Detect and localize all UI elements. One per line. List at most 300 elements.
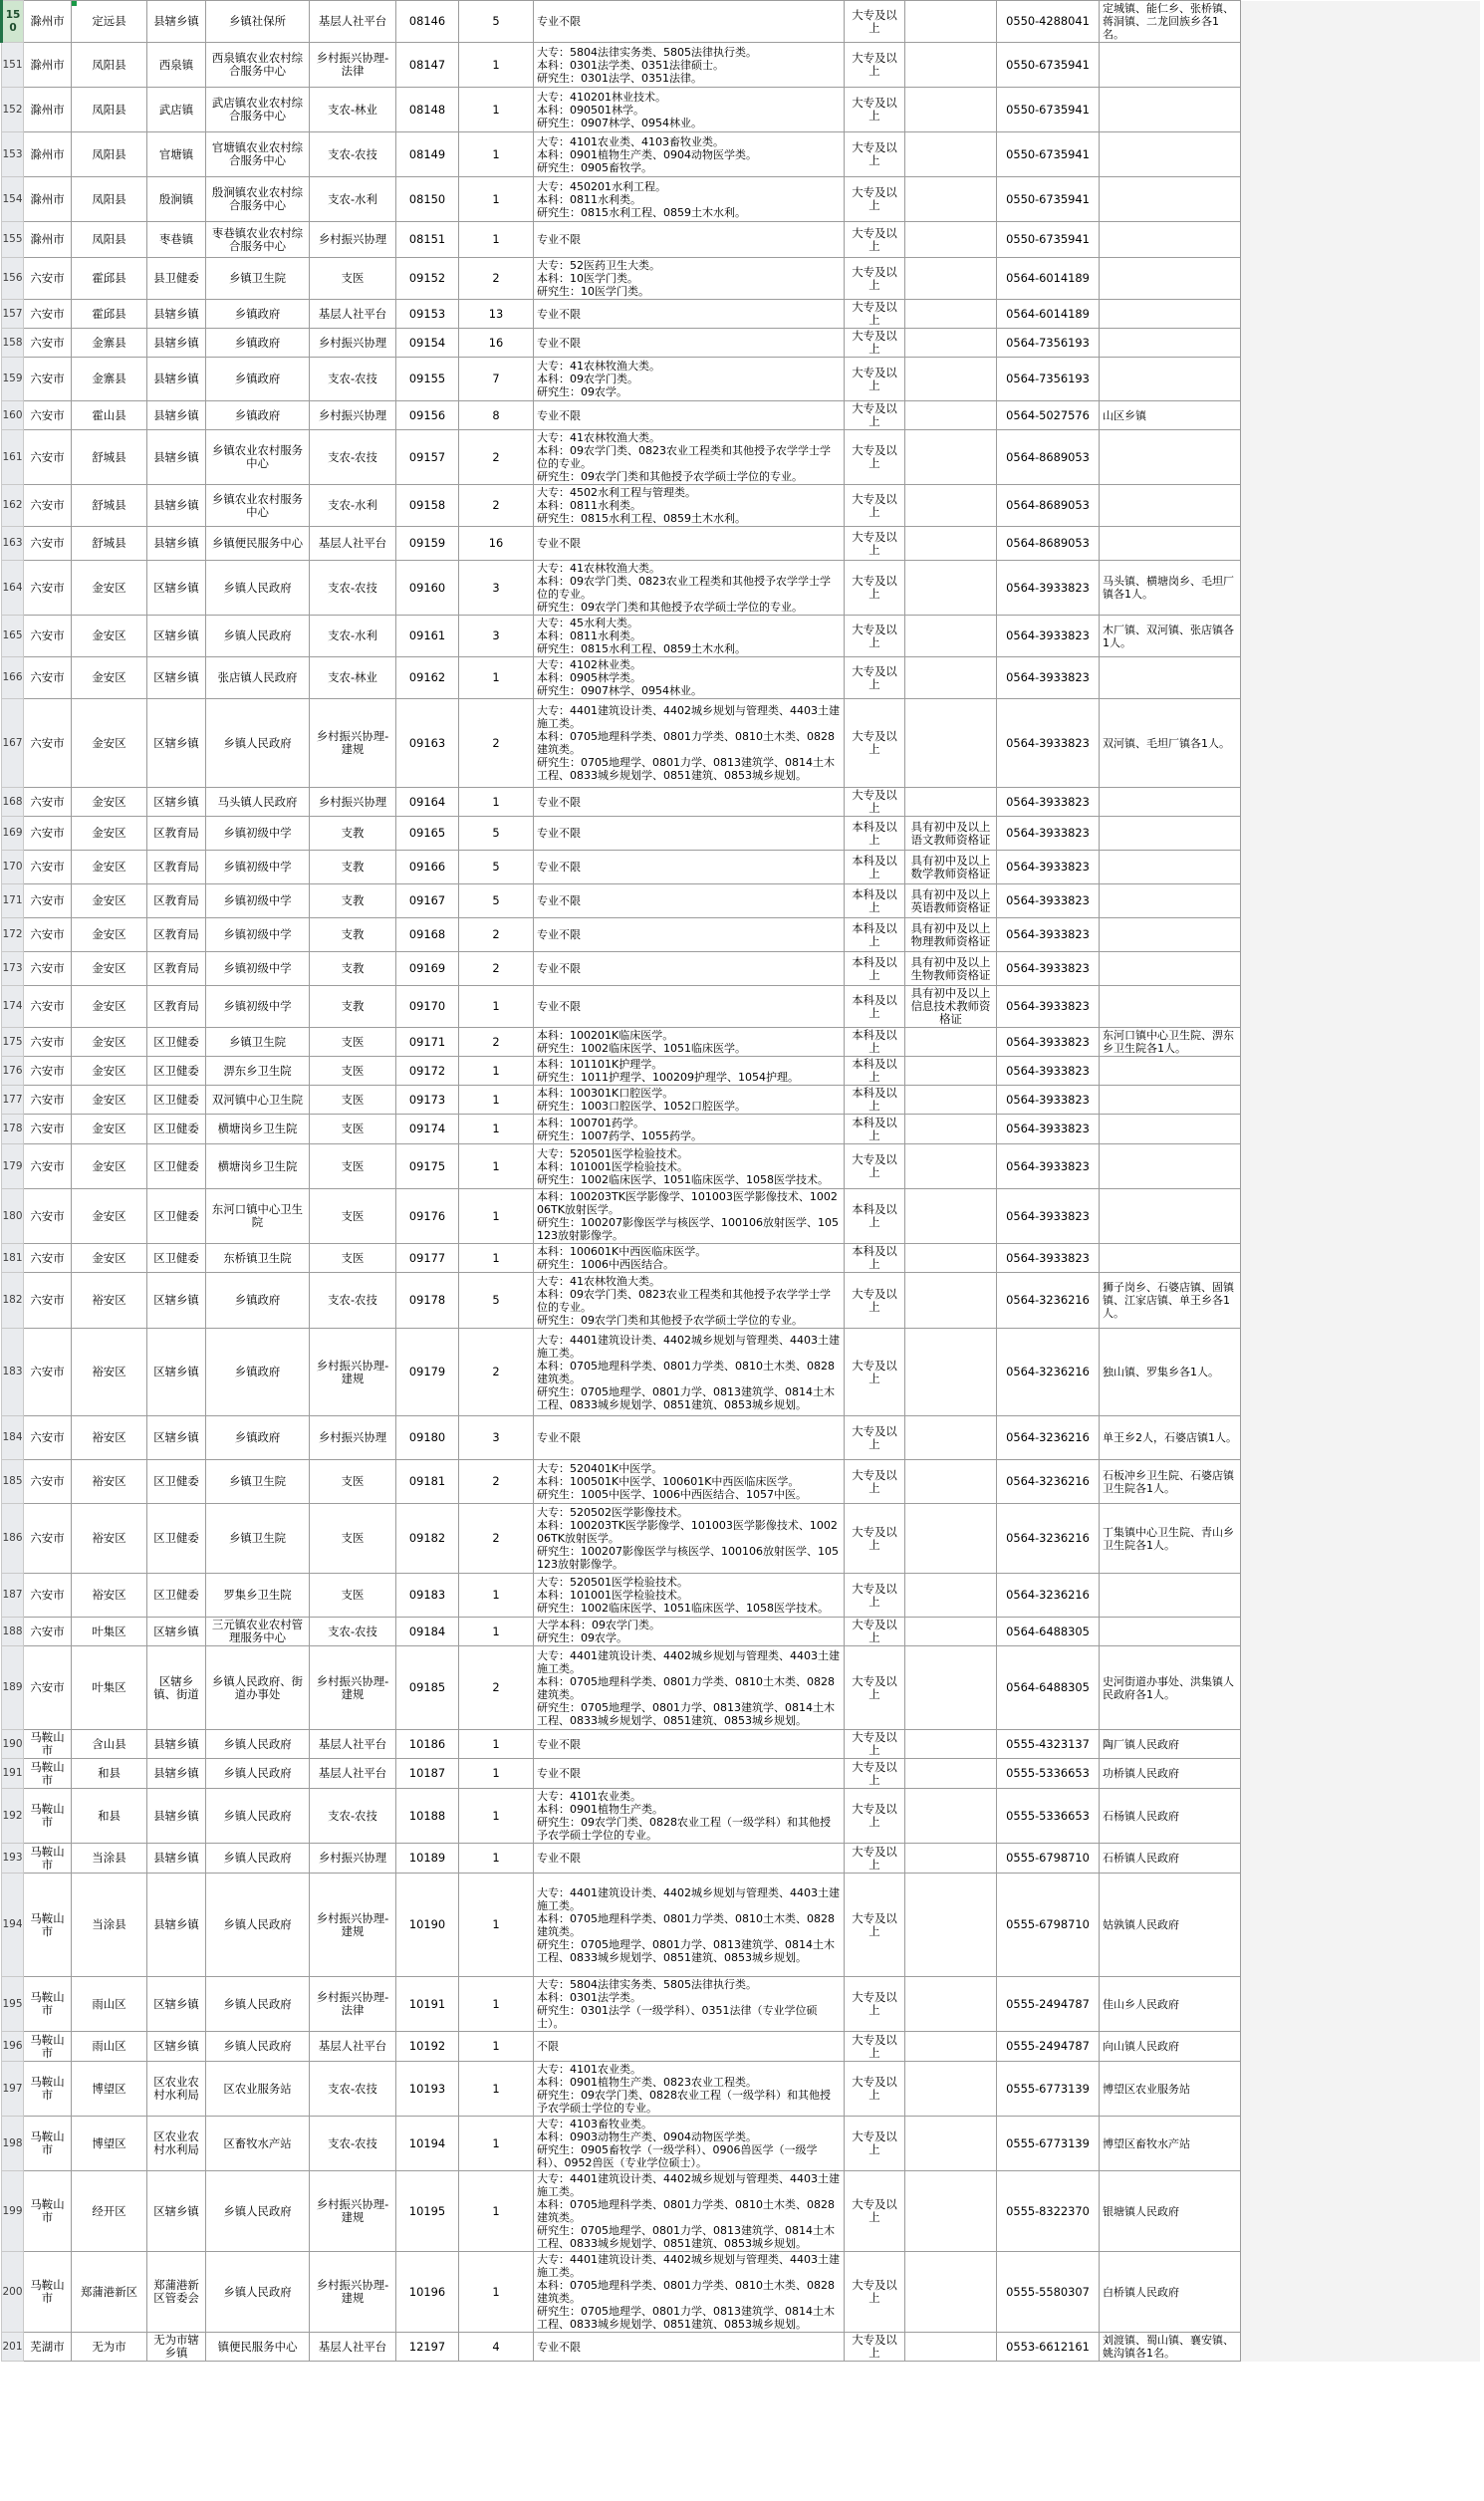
row-number[interactable]: 188 <box>2 1618 24 1646</box>
district-cell[interactable]: 金安区 <box>72 1189 147 1244</box>
unit-cell[interactable]: 乡镇卫生院 <box>206 258 310 300</box>
code-cell[interactable]: 09177 <box>396 1244 459 1273</box>
count-cell[interactable]: 1 <box>459 657 534 699</box>
count-cell[interactable]: 16 <box>459 527 534 561</box>
code-cell[interactable]: 08150 <box>396 177 459 222</box>
phone-cell[interactable]: 0550-6735941 <box>997 177 1100 222</box>
city-cell[interactable]: 六安市 <box>24 300 72 329</box>
city-cell[interactable]: 马鞍山市 <box>24 1759 72 1789</box>
count-cell[interactable]: 3 <box>459 1416 534 1460</box>
position-cell[interactable]: 支农-农技 <box>310 2062 396 2117</box>
phone-cell[interactable]: 0550-6735941 <box>997 88 1100 132</box>
dept-cell[interactable]: 县辖乡镇 <box>147 1759 206 1789</box>
unit-cell[interactable]: 乡镇政府 <box>206 1416 310 1460</box>
requirement-cell[interactable] <box>905 2117 997 2171</box>
city-cell[interactable]: 六安市 <box>24 817 72 851</box>
code-cell[interactable]: 10186 <box>396 1730 459 1759</box>
note-cell[interactable] <box>1100 1115 1241 1144</box>
requirement-cell[interactable] <box>905 2062 997 2117</box>
count-cell[interactable]: 2 <box>459 485 534 527</box>
city-cell[interactable]: 六安市 <box>24 1329 72 1416</box>
major-cell[interactable]: 大专：4401建筑设计类、4402城乡规划与管理类、4403土建施工类。 本科：0705地理科学类、0801力学类、0810土木类、0828建筑类。 研究生：0705地理学、0801力学、0813建筑学、0814土木工程、0833城乡规划学、0851建筑、0853城乡规划。 <box>534 1329 845 1416</box>
count-cell[interactable]: 1 <box>459 1844 534 1874</box>
education-cell[interactable]: 大专及以上 <box>845 2062 905 2117</box>
district-cell[interactable]: 裕安区 <box>72 1574 147 1618</box>
dept-cell[interactable]: 郑蒲港新区管委会 <box>147 2252 206 2333</box>
dept-cell[interactable]: 区农业农村水利局 <box>147 2062 206 2117</box>
position-cell[interactable]: 支农-水利 <box>310 485 396 527</box>
dept-cell[interactable]: 区教育局 <box>147 952 206 986</box>
count-cell[interactable]: 1 <box>459 986 534 1028</box>
unit-cell[interactable]: 乡镇人民政府 <box>206 2252 310 2333</box>
major-cell[interactable]: 大专：520401K中医学。 本科：100501K中医学、100601K中西医临床医学。 研究生：1005中医学、1006中西医结合、1057中医。 <box>534 1460 845 1504</box>
position-cell[interactable]: 支教 <box>310 884 396 918</box>
note-cell[interactable]: 佳山乡人民政府 <box>1100 1977 1241 2032</box>
note-cell[interactable]: 马头镇、横塘岗乡、毛坦厂镇各1人。 <box>1100 561 1241 616</box>
major-cell[interactable]: 专业不限 <box>534 1759 845 1789</box>
phone-cell[interactable]: 0564-3933823 <box>997 817 1100 851</box>
district-cell[interactable]: 和县 <box>72 1759 147 1789</box>
dept-cell[interactable]: 区辖乡镇、街道 <box>147 1646 206 1730</box>
education-cell[interactable]: 大专及以上 <box>845 430 905 485</box>
count-cell[interactable]: 1 <box>459 177 534 222</box>
phone-cell[interactable]: 0564-7356193 <box>997 329 1100 358</box>
district-cell[interactable]: 裕安区 <box>72 1460 147 1504</box>
code-cell[interactable]: 09174 <box>396 1115 459 1144</box>
count-cell[interactable]: 5 <box>459 1 534 43</box>
district-cell[interactable]: 博望区 <box>72 2117 147 2171</box>
city-cell[interactable]: 芜湖市 <box>24 2333 72 2362</box>
position-cell[interactable]: 支医 <box>310 1504 396 1574</box>
note-cell[interactable] <box>1100 851 1241 884</box>
city-cell[interactable]: 六安市 <box>24 258 72 300</box>
dept-cell[interactable]: 县辖乡镇 <box>147 1874 206 1977</box>
major-cell[interactable]: 专业不限 <box>534 817 845 851</box>
district-cell[interactable]: 金安区 <box>72 1115 147 1144</box>
row-number[interactable]: 176 <box>2 1057 24 1086</box>
requirement-cell[interactable] <box>905 2032 997 2062</box>
count-cell[interactable]: 13 <box>459 300 534 329</box>
major-cell[interactable]: 本科：101101K护理学。 研究生：1011护理学、100209护理学、1054护理。 <box>534 1057 845 1086</box>
dept-cell[interactable]: 县辖乡镇 <box>147 300 206 329</box>
position-cell[interactable]: 乡村振兴协理-建规 <box>310 1646 396 1730</box>
note-cell[interactable] <box>1100 88 1241 132</box>
code-cell[interactable]: 10196 <box>396 2252 459 2333</box>
major-cell[interactable]: 专业不限 <box>534 2333 845 2362</box>
count-cell[interactable]: 2 <box>459 699 534 788</box>
count-cell[interactable]: 4 <box>459 2333 534 2362</box>
city-cell[interactable]: 六安市 <box>24 1115 72 1144</box>
code-cell[interactable]: 10189 <box>396 1844 459 1874</box>
unit-cell[interactable]: 乡镇人民政府 <box>206 1730 310 1759</box>
dept-cell[interactable]: 区教育局 <box>147 817 206 851</box>
position-cell[interactable]: 乡村振兴协理 <box>310 329 396 358</box>
city-cell[interactable]: 六安市 <box>24 485 72 527</box>
count-cell[interactable]: 2 <box>459 258 534 300</box>
count-cell[interactable]: 8 <box>459 401 534 430</box>
education-cell[interactable]: 大专及以上 <box>845 1874 905 1977</box>
dept-cell[interactable]: 县卫健委 <box>147 258 206 300</box>
position-cell[interactable]: 乡村振兴协理 <box>310 1416 396 1460</box>
position-cell[interactable]: 支医 <box>310 258 396 300</box>
education-cell[interactable]: 大专及以上 <box>845 1460 905 1504</box>
row-number[interactable]: 159 <box>2 358 24 401</box>
education-cell[interactable]: 大专及以上 <box>845 2252 905 2333</box>
note-cell[interactable] <box>1100 918 1241 952</box>
row-number[interactable]: 196 <box>2 2032 24 2062</box>
unit-cell[interactable]: 乡镇政府 <box>206 329 310 358</box>
city-cell[interactable]: 六安市 <box>24 1144 72 1189</box>
phone-cell[interactable]: 0555-6773139 <box>997 2117 1100 2171</box>
phone-cell[interactable]: 0553-6612161 <box>997 2333 1100 2362</box>
count-cell[interactable]: 2 <box>459 918 534 952</box>
requirement-cell[interactable] <box>905 657 997 699</box>
row-number[interactable]: 180 <box>2 1189 24 1244</box>
city-cell[interactable]: 六安市 <box>24 952 72 986</box>
row-number[interactable]: 201 <box>2 2333 24 2362</box>
phone-cell[interactable]: 0555-6773139 <box>997 2062 1100 2117</box>
education-cell[interactable]: 大专及以上 <box>845 401 905 430</box>
requirement-cell[interactable] <box>905 1273 997 1329</box>
education-cell[interactable]: 大专及以上 <box>845 1416 905 1460</box>
city-cell[interactable]: 六安市 <box>24 1460 72 1504</box>
note-cell[interactable] <box>1100 952 1241 986</box>
position-cell[interactable]: 支教 <box>310 986 396 1028</box>
row-number[interactable]: 153 <box>2 132 24 177</box>
row-number[interactable]: 162 <box>2 485 24 527</box>
note-cell[interactable] <box>1100 300 1241 329</box>
row-number[interactable]: 158 <box>2 329 24 358</box>
dept-cell[interactable]: 区辖乡镇 <box>147 657 206 699</box>
district-cell[interactable]: 郑蒲港新区 <box>72 2252 147 2333</box>
position-cell[interactable]: 支农-农技 <box>310 1273 396 1329</box>
city-cell[interactable]: 六安市 <box>24 986 72 1028</box>
phone-cell[interactable]: 0564-3933823 <box>997 1057 1100 1086</box>
city-cell[interactable]: 六安市 <box>24 657 72 699</box>
education-cell[interactable]: 本科及以上 <box>845 1028 905 1057</box>
phone-cell[interactable]: 0564-3933823 <box>997 1144 1100 1189</box>
position-cell[interactable]: 基层人社平台 <box>310 300 396 329</box>
count-cell[interactable]: 1 <box>459 1144 534 1189</box>
major-cell[interactable]: 大专：4401建筑设计类、4402城乡规划与管理类、4403土建施工类。 本科：0705地理科学类、0801力学类、0810土木类、0828建筑类。 研究生：0705地理学、0801力学、0813建筑学、0814土木工程、0833城乡规划学、0851建筑、0853城乡规划。 <box>534 2252 845 2333</box>
phone-cell[interactable]: 0564-6488305 <box>997 1646 1100 1730</box>
position-cell[interactable]: 支教 <box>310 817 396 851</box>
row-number[interactable]: 177 <box>2 1086 24 1115</box>
city-cell[interactable]: 六安市 <box>24 1086 72 1115</box>
position-cell[interactable]: 支医 <box>310 1460 396 1504</box>
position-cell[interactable]: 支农-农技 <box>310 132 396 177</box>
note-cell[interactable]: 山区乡镇 <box>1100 401 1241 430</box>
unit-cell[interactable]: 乡镇初级中学 <box>206 986 310 1028</box>
code-cell[interactable]: 09171 <box>396 1028 459 1057</box>
row-number[interactable]: 179 <box>2 1144 24 1189</box>
dept-cell[interactable]: 区教育局 <box>147 851 206 884</box>
count-cell[interactable]: 1 <box>459 1977 534 2032</box>
phone-cell[interactable]: 0564-3236216 <box>997 1460 1100 1504</box>
unit-cell[interactable]: 淠东乡卫生院 <box>206 1057 310 1086</box>
district-cell[interactable]: 博望区 <box>72 2062 147 2117</box>
position-cell[interactable]: 乡村振兴协理-建规 <box>310 1329 396 1416</box>
phone-cell[interactable]: 0564-3236216 <box>997 1574 1100 1618</box>
count-cell[interactable]: 1 <box>459 43 534 88</box>
district-cell[interactable]: 金寨县 <box>72 358 147 401</box>
city-cell[interactable]: 六安市 <box>24 1504 72 1574</box>
city-cell[interactable]: 六安市 <box>24 918 72 952</box>
unit-cell[interactable]: 乡镇初级中学 <box>206 851 310 884</box>
unit-cell[interactable]: 乡镇人民政府 <box>206 1844 310 1874</box>
code-cell[interactable]: 09178 <box>396 1273 459 1329</box>
district-cell[interactable]: 雨山区 <box>72 2032 147 2062</box>
row-number[interactable]: 199 <box>2 2171 24 2252</box>
position-cell[interactable]: 支农-农技 <box>310 561 396 616</box>
city-cell[interactable]: 六安市 <box>24 527 72 561</box>
requirement-cell[interactable] <box>905 561 997 616</box>
note-cell[interactable] <box>1100 358 1241 401</box>
unit-cell[interactable]: 东河口镇中心卫生院 <box>206 1189 310 1244</box>
code-cell[interactable]: 09170 <box>396 986 459 1028</box>
education-cell[interactable]: 大专及以上 <box>845 1273 905 1329</box>
major-cell[interactable]: 专业不限 <box>534 884 845 918</box>
requirement-cell[interactable] <box>905 1977 997 2032</box>
row-number[interactable]: 173 <box>2 952 24 986</box>
position-cell[interactable]: 基层人社平台 <box>310 527 396 561</box>
count-cell[interactable]: 1 <box>459 2032 534 2062</box>
city-cell[interactable]: 六安市 <box>24 401 72 430</box>
education-cell[interactable]: 大专及以上 <box>845 1646 905 1730</box>
note-cell[interactable]: 定城镇、能仁乡、张桥镇、蒋洞镇、二龙回族乡各1名。 <box>1100 1 1241 43</box>
note-cell[interactable] <box>1100 884 1241 918</box>
unit-cell[interactable]: 乡镇卫生院 <box>206 1460 310 1504</box>
row-number[interactable]: 200 <box>2 2252 24 2333</box>
requirement-cell[interactable] <box>905 1874 997 1977</box>
phone-cell[interactable]: 0564-8689053 <box>997 485 1100 527</box>
education-cell[interactable]: 大专及以上 <box>845 2032 905 2062</box>
row-number[interactable]: 156 <box>2 258 24 300</box>
note-cell[interactable]: 石板冲乡卫生院、石婆店镇卫生院各1人。 <box>1100 1460 1241 1504</box>
city-cell[interactable]: 六安市 <box>24 561 72 616</box>
major-cell[interactable]: 专业不限 <box>534 329 845 358</box>
city-cell[interactable]: 马鞍山市 <box>24 1874 72 1977</box>
note-cell[interactable] <box>1100 527 1241 561</box>
code-cell[interactable]: 09165 <box>396 817 459 851</box>
major-cell[interactable]: 本科：100301K口腔医学。 研究生：1003口腔医学、1052口腔医学。 <box>534 1086 845 1115</box>
row-number[interactable]: 181 <box>2 1244 24 1273</box>
unit-cell[interactable]: 官塘镇农业农村综合服务中心 <box>206 132 310 177</box>
requirement-cell[interactable] <box>905 1504 997 1574</box>
position-cell[interactable]: 支医 <box>310 1028 396 1057</box>
count-cell[interactable]: 2 <box>459 1028 534 1057</box>
count-cell[interactable]: 1 <box>459 788 534 817</box>
unit-cell[interactable]: 乡镇卫生院 <box>206 1028 310 1057</box>
code-cell[interactable]: 10192 <box>396 2032 459 2062</box>
row-number[interactable]: 169 <box>2 817 24 851</box>
position-cell[interactable]: 乡村振兴协理-法律 <box>310 43 396 88</box>
dept-cell[interactable]: 区辖乡镇 <box>147 2032 206 2062</box>
row-number[interactable]: 166 <box>2 657 24 699</box>
note-cell[interactable]: 陶厂镇人民政府 <box>1100 1730 1241 1759</box>
row-number[interactable]: 190 <box>2 1730 24 1759</box>
row-number[interactable]: 194 <box>2 1874 24 1977</box>
code-cell[interactable]: 10190 <box>396 1874 459 1977</box>
code-cell[interactable]: 08147 <box>396 43 459 88</box>
dept-cell[interactable]: 区辖乡镇 <box>147 616 206 657</box>
row-number[interactable]: 186 <box>2 1504 24 1574</box>
education-cell[interactable]: 本科及以上 <box>845 952 905 986</box>
phone-cell[interactable]: 0550-6735941 <box>997 222 1100 258</box>
city-cell[interactable]: 马鞍山市 <box>24 1977 72 2032</box>
position-cell[interactable]: 基层人社平台 <box>310 2333 396 2362</box>
position-cell[interactable]: 乡村振兴协理-建规 <box>310 2252 396 2333</box>
row-number[interactable]: 157 <box>2 300 24 329</box>
position-cell[interactable]: 支医 <box>310 1244 396 1273</box>
city-cell[interactable]: 六安市 <box>24 1646 72 1730</box>
requirement-cell[interactable] <box>905 1 997 43</box>
district-cell[interactable]: 金安区 <box>72 699 147 788</box>
code-cell[interactable]: 09180 <box>396 1416 459 1460</box>
unit-cell[interactable]: 乡镇政府 <box>206 1273 310 1329</box>
city-cell[interactable]: 滁州市 <box>24 222 72 258</box>
dept-cell[interactable]: 县辖乡镇 <box>147 1789 206 1844</box>
note-cell[interactable] <box>1100 132 1241 177</box>
dept-cell[interactable]: 区辖乡镇 <box>147 1273 206 1329</box>
note-cell[interactable]: 史河街道办事处、洪集镇人民政府各1人。 <box>1100 1646 1241 1730</box>
city-cell[interactable]: 马鞍山市 <box>24 1844 72 1874</box>
row-number[interactable]: 152 <box>2 88 24 132</box>
row-number[interactable]: 167 <box>2 699 24 788</box>
education-cell[interactable]: 本科及以上 <box>845 1189 905 1244</box>
dept-cell[interactable]: 区辖乡镇 <box>147 699 206 788</box>
requirement-cell[interactable] <box>905 1460 997 1504</box>
dept-cell[interactable]: 区卫健委 <box>147 1574 206 1618</box>
requirement-cell[interactable] <box>905 1844 997 1874</box>
unit-cell[interactable]: 乡镇政府 <box>206 358 310 401</box>
note-cell[interactable]: 石桥镇人民政府 <box>1100 1844 1241 1874</box>
dept-cell[interactable]: 县辖乡镇 <box>147 401 206 430</box>
note-cell[interactable] <box>1100 430 1241 485</box>
note-cell[interactable]: 白桥镇人民政府 <box>1100 2252 1241 2333</box>
note-cell[interactable] <box>1100 222 1241 258</box>
education-cell[interactable]: 大专及以上 <box>845 1759 905 1789</box>
requirement-cell[interactable] <box>905 1244 997 1273</box>
unit-cell[interactable]: 双河镇中心卫生院 <box>206 1086 310 1115</box>
count-cell[interactable]: 1 <box>459 2252 534 2333</box>
position-cell[interactable]: 乡村振兴协理-建规 <box>310 699 396 788</box>
phone-cell[interactable]: 0564-3933823 <box>997 788 1100 817</box>
unit-cell[interactable]: 乡镇社保所 <box>206 1 310 43</box>
code-cell[interactable]: 09162 <box>396 657 459 699</box>
district-cell[interactable]: 金安区 <box>72 1086 147 1115</box>
code-cell[interactable]: 09172 <box>396 1057 459 1086</box>
dept-cell[interactable]: 县辖乡镇 <box>147 485 206 527</box>
unit-cell[interactable]: 乡镇政府 <box>206 401 310 430</box>
major-cell[interactable]: 大专：4401建筑设计类、4402城乡规划与管理类、4403土建施工类。 本科：0705地理科学类、0801力学类、0810土木类、0828建筑类。 研究生：0705地理学、0801力学、0813建筑学、0814土木工程、0833城乡规划学、0851建筑、0853城乡规划。 <box>534 2171 845 2252</box>
district-cell[interactable]: 凤阳县 <box>72 43 147 88</box>
district-cell[interactable]: 霍邱县 <box>72 258 147 300</box>
position-cell[interactable]: 乡村振兴协理 <box>310 1844 396 1874</box>
code-cell[interactable]: 08149 <box>396 132 459 177</box>
education-cell[interactable]: 本科及以上 <box>845 986 905 1028</box>
position-cell[interactable]: 乡村振兴协理-建规 <box>310 2171 396 2252</box>
requirement-cell[interactable] <box>905 43 997 88</box>
dept-cell[interactable]: 区卫健委 <box>147 1144 206 1189</box>
city-cell[interactable]: 滁州市 <box>24 132 72 177</box>
district-cell[interactable]: 舒城县 <box>72 430 147 485</box>
education-cell[interactable]: 本科及以上 <box>845 817 905 851</box>
code-cell[interactable]: 10194 <box>396 2117 459 2171</box>
district-cell[interactable]: 金寨县 <box>72 329 147 358</box>
district-cell[interactable]: 金安区 <box>72 616 147 657</box>
count-cell[interactable]: 7 <box>459 358 534 401</box>
position-cell[interactable]: 支农-农技 <box>310 358 396 401</box>
city-cell[interactable]: 六安市 <box>24 1189 72 1244</box>
education-cell[interactable]: 本科及以上 <box>845 851 905 884</box>
row-number[interactable]: 163 <box>2 527 24 561</box>
phone-cell[interactable]: 0550-4288041 <box>997 1 1100 43</box>
unit-cell[interactable]: 乡镇人民政府 <box>206 2032 310 2062</box>
major-cell[interactable]: 大专：5804法律实务类、5805法律执行类。 本科：0301法学类。 研究生：0301法学（一级学科）、0351法律（专业学位硕士）。 <box>534 1977 845 2032</box>
phone-cell[interactable]: 0564-3933823 <box>997 699 1100 788</box>
position-cell[interactable]: 乡村振兴协理-法律 <box>310 1977 396 2032</box>
unit-cell[interactable]: 乡镇便民服务中心 <box>206 527 310 561</box>
code-cell[interactable]: 09158 <box>396 485 459 527</box>
count-cell[interactable]: 1 <box>459 2171 534 2252</box>
code-cell[interactable]: 09160 <box>396 561 459 616</box>
district-cell[interactable]: 雨山区 <box>72 1977 147 2032</box>
note-cell[interactable] <box>1100 986 1241 1028</box>
requirement-cell[interactable]: 具有初中及以上生物教师资格证 <box>905 952 997 986</box>
position-cell[interactable]: 支医 <box>310 1086 396 1115</box>
row-number[interactable]: 154 <box>2 177 24 222</box>
position-cell[interactable]: 基层人社平台 <box>310 1 396 43</box>
row-number[interactable]: 161 <box>2 430 24 485</box>
education-cell[interactable]: 大专及以上 <box>845 88 905 132</box>
note-cell[interactable]: 木厂镇、双河镇、张店镇各1人。 <box>1100 616 1241 657</box>
district-cell[interactable]: 叶集区 <box>72 1618 147 1646</box>
education-cell[interactable]: 大专及以上 <box>845 258 905 300</box>
education-cell[interactable]: 大专及以上 <box>845 2333 905 2362</box>
position-cell[interactable]: 乡村振兴协理 <box>310 222 396 258</box>
note-cell[interactable]: 向山镇人民政府 <box>1100 2032 1241 2062</box>
count-cell[interactable]: 1 <box>459 2117 534 2171</box>
position-cell[interactable]: 支农-水利 <box>310 616 396 657</box>
major-cell[interactable]: 大专：5804法律实务类、5805法律执行类。 本科：0301法学类、0351法律硕士。 研究生：0301法学、0351法律。 <box>534 43 845 88</box>
position-cell[interactable]: 基层人社平台 <box>310 1730 396 1759</box>
note-cell[interactable]: 丁集镇中心卫生院、青山乡卫生院各1人。 <box>1100 1504 1241 1574</box>
row-number[interactable]: 164 <box>2 561 24 616</box>
phone-cell[interactable]: 0564-3933823 <box>997 1189 1100 1244</box>
requirement-cell[interactable] <box>905 1416 997 1460</box>
city-cell[interactable]: 六安市 <box>24 851 72 884</box>
requirement-cell[interactable] <box>905 1759 997 1789</box>
note-cell[interactable] <box>1100 817 1241 851</box>
dept-cell[interactable]: 区教育局 <box>147 986 206 1028</box>
row-number[interactable]: 195 <box>2 1977 24 2032</box>
education-cell[interactable]: 大专及以上 <box>845 1618 905 1646</box>
dept-cell[interactable]: 区卫健委 <box>147 1189 206 1244</box>
row-number[interactable]: 170 <box>2 851 24 884</box>
phone-cell[interactable]: 0564-3236216 <box>997 1504 1100 1574</box>
unit-cell[interactable]: 乡镇人民政府 <box>206 1759 310 1789</box>
dept-cell[interactable]: 枣巷镇 <box>147 222 206 258</box>
code-cell[interactable]: 09167 <box>396 884 459 918</box>
unit-cell[interactable]: 乡镇政府 <box>206 300 310 329</box>
dept-cell[interactable]: 区卫健委 <box>147 1028 206 1057</box>
education-cell[interactable]: 大专及以上 <box>845 1844 905 1874</box>
note-cell[interactable]: 博望区畜牧水产站 <box>1100 2117 1241 2171</box>
code-cell[interactable]: 09153 <box>396 300 459 329</box>
row-number[interactable]: 184 <box>2 1416 24 1460</box>
dept-cell[interactable]: 区辖乡镇 <box>147 2171 206 2252</box>
